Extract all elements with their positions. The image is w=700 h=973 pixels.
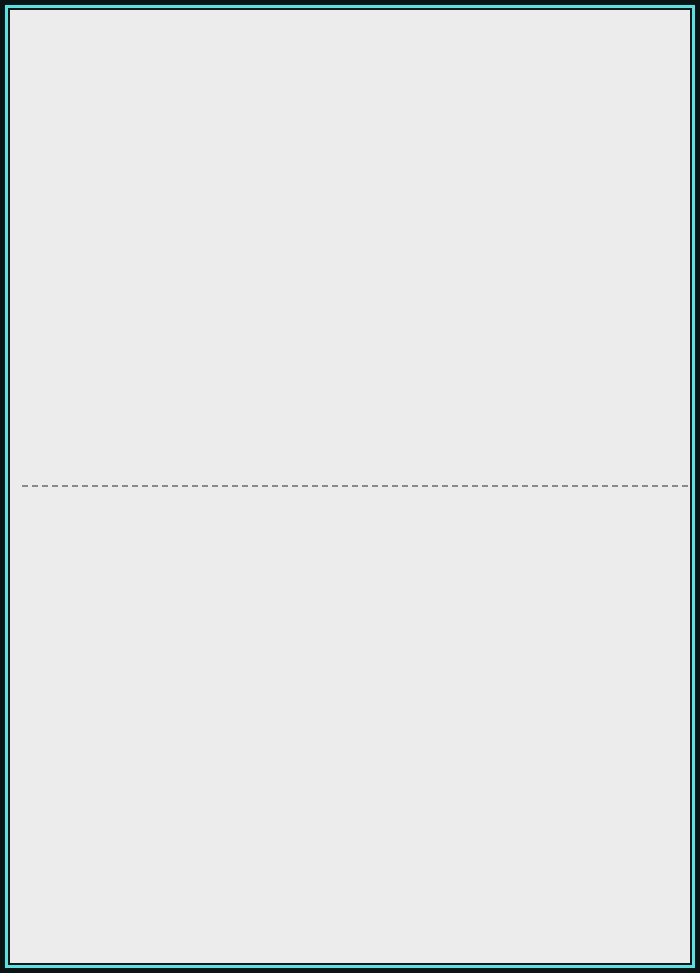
cut-line — [22, 485, 688, 487]
